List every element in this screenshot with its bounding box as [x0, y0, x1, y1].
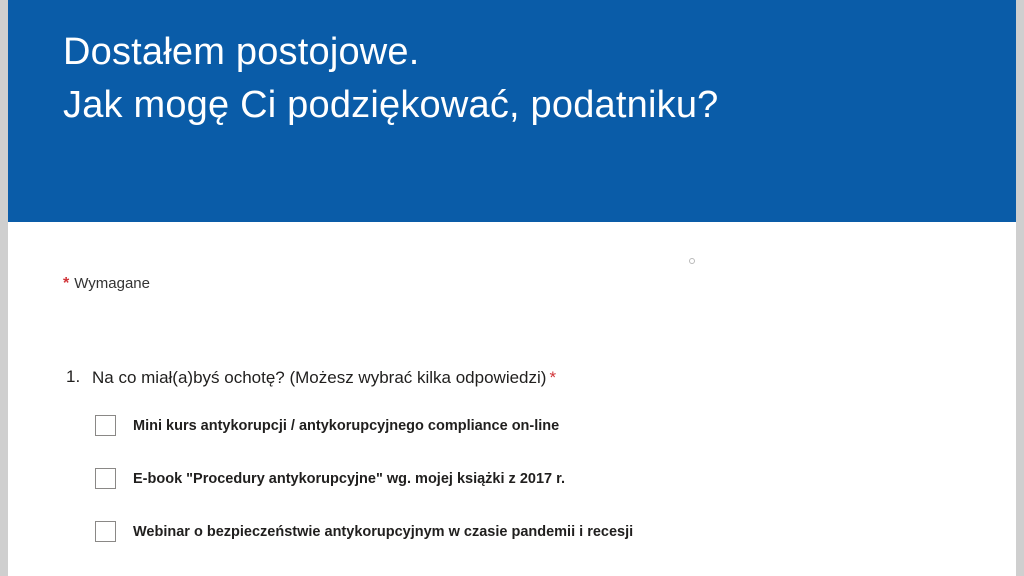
question-1-header	[66, 367, 976, 389]
form-title	[63, 26, 976, 132]
question-1-required-asterisk: *	[549, 368, 557, 387]
form-title-line-1: Dostałem postojowe.	[63, 31, 420, 73]
question-1-options	[95, 412, 976, 545]
question-1	[66, 367, 976, 571]
left-rail	[0, 0, 8, 576]
question-1-text-wrap	[92, 367, 556, 389]
required-label: Wymagane	[74, 275, 150, 292]
checkbox-icon[interactable]	[95, 468, 116, 489]
form-title-line-2: Jak mogę Ci podziękować, podatniku?	[63, 84, 719, 126]
right-rail	[1016, 0, 1024, 576]
option-row[interactable]	[95, 412, 976, 439]
required-note	[63, 275, 150, 293]
loading-indicator-icon	[689, 258, 695, 264]
option-label[interactable]: E-book "Procedury antykorupcyjne" wg. mojej książki z 2017 r.	[133, 470, 565, 487]
option-row[interactable]	[95, 518, 976, 545]
option-row[interactable]	[95, 465, 976, 492]
option-label[interactable]: Webinar o bezpieczeństwie antykorupcyjnym w czasie pandemii i recesji	[133, 523, 634, 540]
checkbox-icon[interactable]	[95, 415, 116, 436]
required-asterisk: *	[63, 275, 70, 292]
checkbox-icon[interactable]	[95, 521, 116, 542]
form-header-banner	[8, 0, 1016, 222]
question-1-text: Na co miał(a)byś ochotę? (Możesz wybrać kilka odpowiedzi)	[92, 368, 547, 387]
option-label[interactable]: Mini kurs antykorupcji / antykorupcyjnego compliance on-line	[133, 417, 560, 434]
question-1-number: 1.	[66, 367, 81, 386]
form-body	[8, 222, 1016, 576]
